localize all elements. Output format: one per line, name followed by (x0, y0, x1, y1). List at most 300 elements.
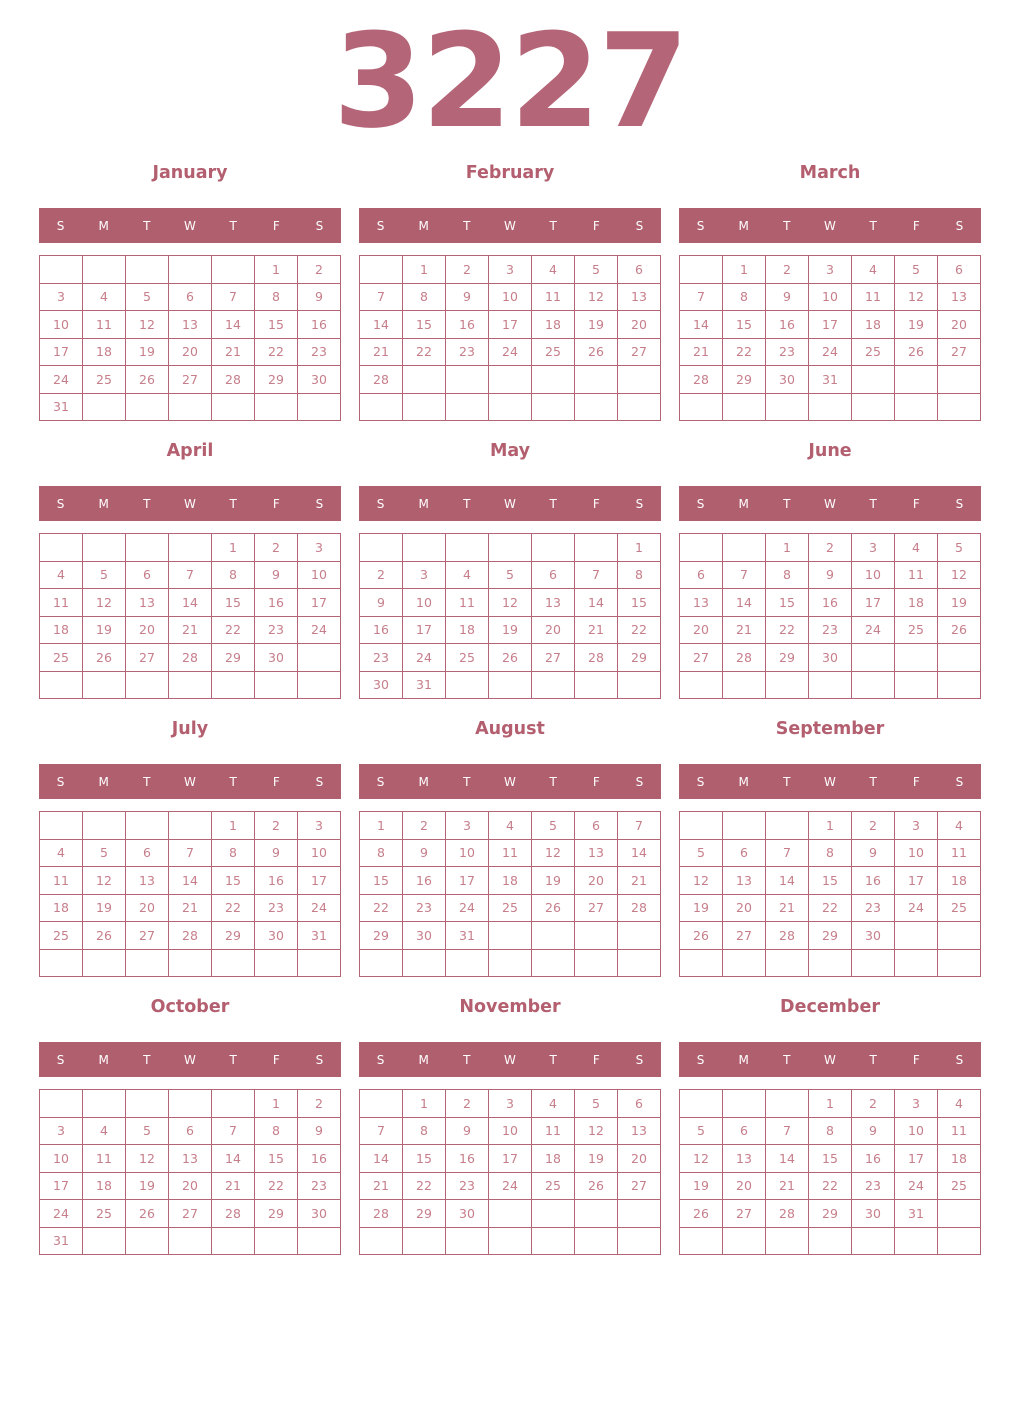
day-cell: 21 (766, 894, 809, 922)
day-cell: 30 (766, 366, 809, 394)
day-cell: 6 (723, 839, 766, 867)
day-cell: 30 (852, 922, 895, 950)
day-cell: 17 (489, 1145, 532, 1173)
weekday-label: W (824, 218, 836, 233)
empty-day-cell (489, 534, 532, 562)
empty-day-cell (938, 1227, 981, 1255)
day-cell: 7 (212, 1117, 255, 1145)
empty-day-cell (40, 1090, 83, 1118)
week-row (360, 922, 661, 950)
weekday-label: M (418, 1052, 429, 1067)
day-cell: 15 (809, 1145, 852, 1173)
empty-day-cell (852, 393, 895, 421)
empty-day-cell (403, 1227, 446, 1255)
weekday-label: W (504, 218, 516, 233)
day-cell: 30 (446, 1200, 489, 1228)
day-cell: 4 (40, 561, 83, 589)
day-cell: 22 (766, 616, 809, 644)
day-cell: 30 (403, 922, 446, 950)
day-cell: 3 (298, 812, 341, 840)
day-cell: 30 (255, 922, 298, 950)
day-cell: 28 (360, 366, 403, 394)
weekday-label: F (272, 218, 280, 233)
weekday-label: S (315, 218, 324, 233)
empty-day-cell (169, 256, 212, 284)
weekday-label: W (504, 774, 516, 789)
weekday-label: F (592, 496, 600, 511)
month-grid (39, 255, 341, 421)
weekday-label: W (824, 1052, 836, 1067)
empty-day-cell (680, 671, 723, 699)
weekday-label: T (463, 1052, 471, 1067)
day-cell: 29 (809, 1200, 852, 1228)
day-cell: 25 (40, 922, 83, 950)
empty-day-cell (938, 922, 981, 950)
day-cell: 6 (532, 561, 575, 589)
weekday-label: T (783, 774, 791, 789)
day-cell: 7 (680, 283, 723, 311)
weekday-label: T (869, 774, 877, 789)
month-block (39, 435, 341, 713)
week-row (360, 256, 661, 284)
day-cell: 21 (212, 1172, 255, 1200)
weekday-label: M (738, 496, 749, 511)
day-cell: 7 (723, 561, 766, 589)
day-cell: 27 (618, 338, 661, 366)
day-cell: 23 (766, 338, 809, 366)
empty-day-cell (360, 256, 403, 284)
day-cell: 7 (766, 1117, 809, 1145)
month-grid-body (360, 256, 661, 421)
day-cell: 12 (83, 589, 126, 617)
month-grid (359, 1089, 661, 1255)
day-cell: 4 (938, 812, 981, 840)
day-cell: 17 (40, 338, 83, 366)
day-cell: 23 (446, 338, 489, 366)
month-grid (359, 533, 661, 699)
week-row (40, 283, 341, 311)
empty-day-cell (126, 534, 169, 562)
weekday-label: F (912, 1052, 920, 1067)
day-cell: 15 (809, 867, 852, 895)
day-cell: 20 (723, 894, 766, 922)
day-cell: 21 (360, 1172, 403, 1200)
day-cell: 27 (618, 1172, 661, 1200)
empty-day-cell (938, 644, 981, 672)
day-cell: 9 (446, 1117, 489, 1145)
week-row (40, 393, 341, 421)
day-cell: 4 (40, 839, 83, 867)
day-cell: 26 (489, 644, 532, 672)
day-cell: 11 (532, 283, 575, 311)
empty-day-cell (298, 1227, 341, 1255)
day-cell: 3 (895, 812, 938, 840)
day-cell: 14 (618, 839, 661, 867)
weekday-label: S (376, 1052, 385, 1067)
weekday-header-row (39, 1042, 341, 1077)
month-grid-body (360, 812, 661, 977)
empty-day-cell (809, 1227, 852, 1255)
week-row (40, 366, 341, 394)
weekday-label: T (869, 1052, 877, 1067)
day-cell: 3 (852, 534, 895, 562)
day-cell: 7 (766, 839, 809, 867)
day-cell: 11 (852, 283, 895, 311)
weekday-label: S (56, 496, 65, 511)
empty-day-cell (360, 1090, 403, 1118)
day-cell: 9 (852, 1117, 895, 1145)
day-cell: 6 (680, 561, 723, 589)
empty-day-cell (895, 671, 938, 699)
day-cell: 19 (83, 894, 126, 922)
day-cell: 24 (809, 338, 852, 366)
day-cell: 10 (809, 283, 852, 311)
week-row (360, 671, 661, 699)
day-cell: 14 (680, 311, 723, 339)
day-cell: 20 (618, 1145, 661, 1173)
month-title: June (808, 441, 852, 461)
empty-day-cell (446, 534, 489, 562)
month-block (359, 991, 661, 1269)
day-cell: 3 (298, 534, 341, 562)
empty-day-cell (618, 393, 661, 421)
month-grid (359, 811, 661, 977)
day-cell: 3 (489, 1090, 532, 1118)
weekday-label: F (912, 218, 920, 233)
empty-day-cell (403, 393, 446, 421)
day-cell: 5 (680, 1117, 723, 1145)
day-cell: 17 (895, 867, 938, 895)
weekday-header-row (359, 486, 661, 521)
weekday-label: S (56, 218, 65, 233)
year-title: 3227 (333, 5, 687, 157)
week-row (360, 1200, 661, 1228)
empty-day-cell (723, 949, 766, 977)
day-cell: 30 (255, 644, 298, 672)
day-cell: 22 (618, 616, 661, 644)
day-cell: 4 (895, 534, 938, 562)
day-cell: 10 (403, 589, 446, 617)
weekday-label: T (229, 496, 237, 511)
day-cell: 30 (360, 671, 403, 699)
day-cell: 1 (766, 534, 809, 562)
day-cell: 18 (446, 616, 489, 644)
month-block (679, 157, 981, 435)
day-cell: 22 (255, 338, 298, 366)
empty-day-cell (723, 812, 766, 840)
day-cell: 13 (723, 1145, 766, 1173)
day-cell: 2 (255, 812, 298, 840)
day-cell: 16 (766, 311, 809, 339)
weekday-label: S (315, 496, 324, 511)
day-cell: 1 (618, 534, 661, 562)
day-cell: 17 (40, 1172, 83, 1200)
month-grid (679, 1089, 981, 1255)
day-cell: 9 (255, 561, 298, 589)
empty-day-cell (40, 949, 83, 977)
day-cell: 20 (169, 338, 212, 366)
day-cell: 23 (298, 338, 341, 366)
week-row (680, 644, 981, 672)
day-cell: 18 (938, 867, 981, 895)
weekday-label: S (635, 218, 644, 233)
day-cell: 28 (618, 894, 661, 922)
day-cell: 1 (809, 812, 852, 840)
weekday-label: F (272, 496, 280, 511)
week-row (360, 393, 661, 421)
empty-day-cell (895, 366, 938, 394)
weekday-label: F (272, 1052, 280, 1067)
day-cell: 13 (938, 283, 981, 311)
empty-day-cell (126, 256, 169, 284)
empty-day-cell (489, 393, 532, 421)
day-cell: 6 (169, 1117, 212, 1145)
day-cell: 23 (852, 1172, 895, 1200)
empty-day-cell (809, 393, 852, 421)
day-cell: 26 (575, 338, 618, 366)
month-block (359, 157, 661, 435)
week-row (40, 1117, 341, 1145)
weekday-label: S (376, 496, 385, 511)
week-row (360, 534, 661, 562)
weekday-label: W (504, 1052, 516, 1067)
empty-day-cell (575, 534, 618, 562)
empty-day-cell (83, 393, 126, 421)
week-row (40, 839, 341, 867)
empty-day-cell (680, 1227, 723, 1255)
day-cell: 21 (169, 616, 212, 644)
day-cell: 8 (212, 839, 255, 867)
week-row (680, 589, 981, 617)
day-cell: 9 (298, 1117, 341, 1145)
day-cell: 18 (40, 894, 83, 922)
day-cell: 30 (809, 644, 852, 672)
day-cell: 15 (255, 311, 298, 339)
day-cell: 9 (403, 839, 446, 867)
day-cell: 10 (895, 839, 938, 867)
day-cell: 24 (852, 616, 895, 644)
week-row (680, 949, 981, 977)
day-cell: 3 (403, 561, 446, 589)
empty-day-cell (618, 1227, 661, 1255)
empty-day-cell (298, 949, 341, 977)
day-cell: 2 (766, 256, 809, 284)
day-cell: 24 (895, 894, 938, 922)
week-row (40, 561, 341, 589)
empty-day-cell (766, 1227, 809, 1255)
empty-day-cell (126, 671, 169, 699)
day-cell: 28 (723, 644, 766, 672)
day-cell: 13 (532, 589, 575, 617)
day-cell: 28 (680, 366, 723, 394)
day-cell: 27 (169, 1200, 212, 1228)
empty-day-cell (169, 534, 212, 562)
day-cell: 3 (489, 256, 532, 284)
day-cell: 22 (809, 894, 852, 922)
day-cell: 11 (40, 867, 83, 895)
day-cell: 29 (403, 1200, 446, 1228)
day-cell: 19 (126, 338, 169, 366)
month-grid-body (680, 534, 981, 699)
day-cell: 29 (766, 644, 809, 672)
empty-day-cell (40, 812, 83, 840)
day-cell: 12 (489, 589, 532, 617)
day-cell: 22 (360, 894, 403, 922)
day-cell: 18 (852, 311, 895, 339)
weekday-header-row (679, 1042, 981, 1077)
weekday-label: T (549, 1052, 557, 1067)
months-grid (0, 157, 1020, 1269)
week-row (680, 561, 981, 589)
day-cell: 22 (723, 338, 766, 366)
weekday-label: T (463, 496, 471, 511)
day-cell: 14 (212, 311, 255, 339)
empty-day-cell (83, 256, 126, 284)
week-row (360, 867, 661, 895)
empty-day-cell (489, 1227, 532, 1255)
day-cell: 26 (126, 1200, 169, 1228)
day-cell: 1 (809, 1090, 852, 1118)
empty-day-cell (212, 1090, 255, 1118)
week-row (680, 1172, 981, 1200)
week-row (360, 812, 661, 840)
week-row (360, 894, 661, 922)
week-row (360, 561, 661, 589)
day-cell: 29 (809, 922, 852, 950)
day-cell: 16 (298, 311, 341, 339)
day-cell: 23 (360, 644, 403, 672)
weekday-label: S (635, 1052, 644, 1067)
day-cell: 12 (83, 867, 126, 895)
empty-day-cell (212, 949, 255, 977)
day-cell: 27 (126, 644, 169, 672)
empty-day-cell (40, 534, 83, 562)
empty-day-cell (126, 1090, 169, 1118)
month-title: September (775, 719, 885, 739)
empty-day-cell (446, 1227, 489, 1255)
empty-day-cell (83, 534, 126, 562)
day-cell: 9 (446, 283, 489, 311)
day-cell: 8 (403, 1117, 446, 1145)
empty-day-cell (618, 1200, 661, 1228)
day-cell: 29 (618, 644, 661, 672)
empty-day-cell (212, 393, 255, 421)
weekday-label: W (184, 1052, 196, 1067)
empty-day-cell (766, 393, 809, 421)
day-cell: 19 (126, 1172, 169, 1200)
week-row (680, 1090, 981, 1118)
day-cell: 13 (575, 839, 618, 867)
week-row (680, 671, 981, 699)
day-cell: 5 (895, 256, 938, 284)
empty-day-cell (489, 671, 532, 699)
day-cell: 24 (446, 894, 489, 922)
day-cell: 13 (618, 283, 661, 311)
empty-day-cell (680, 534, 723, 562)
day-cell: 30 (852, 1200, 895, 1228)
day-cell: 10 (895, 1117, 938, 1145)
month-block (39, 713, 341, 991)
empty-day-cell (489, 1200, 532, 1228)
month-grid-body (680, 1090, 981, 1255)
day-cell: 27 (169, 366, 212, 394)
empty-day-cell (723, 1227, 766, 1255)
day-cell: 7 (212, 283, 255, 311)
day-cell: 19 (489, 616, 532, 644)
empty-day-cell (212, 1227, 255, 1255)
weekday-header-row (39, 486, 341, 521)
weekday-label: T (869, 218, 877, 233)
day-cell: 31 (403, 671, 446, 699)
day-cell: 13 (723, 867, 766, 895)
day-cell: 16 (446, 311, 489, 339)
empty-day-cell (489, 366, 532, 394)
weekday-label: S (696, 496, 705, 511)
day-cell: 10 (40, 1145, 83, 1173)
weekday-label: M (418, 774, 429, 789)
day-cell: 2 (255, 534, 298, 562)
day-cell: 1 (255, 1090, 298, 1118)
empty-day-cell (895, 922, 938, 950)
weekday-label: S (376, 774, 385, 789)
day-cell: 14 (212, 1145, 255, 1173)
day-cell: 19 (895, 311, 938, 339)
empty-day-cell (618, 949, 661, 977)
day-cell: 29 (360, 922, 403, 950)
empty-day-cell (680, 812, 723, 840)
day-cell: 4 (532, 1090, 575, 1118)
week-row (680, 616, 981, 644)
month-block (39, 157, 341, 435)
day-cell: 9 (255, 839, 298, 867)
empty-day-cell (298, 393, 341, 421)
week-row (680, 393, 981, 421)
day-cell: 12 (575, 1117, 618, 1145)
day-cell: 8 (255, 283, 298, 311)
week-row (680, 256, 981, 284)
weekday-label: S (696, 774, 705, 789)
empty-day-cell (895, 644, 938, 672)
day-cell: 10 (852, 561, 895, 589)
day-cell: 9 (766, 283, 809, 311)
weekday-label: W (504, 496, 516, 511)
empty-day-cell (852, 949, 895, 977)
day-cell: 17 (809, 311, 852, 339)
empty-day-cell (618, 671, 661, 699)
day-cell: 18 (489, 867, 532, 895)
empty-day-cell (298, 644, 341, 672)
weekday-header-row (39, 208, 341, 243)
weekday-label: T (549, 496, 557, 511)
empty-day-cell (298, 671, 341, 699)
empty-day-cell (532, 393, 575, 421)
week-row (40, 812, 341, 840)
day-cell: 20 (680, 616, 723, 644)
day-cell: 3 (40, 1117, 83, 1145)
day-cell: 4 (852, 256, 895, 284)
empty-day-cell (489, 949, 532, 977)
empty-day-cell (895, 1227, 938, 1255)
week-row (360, 311, 661, 339)
day-cell: 25 (83, 1200, 126, 1228)
day-cell: 19 (680, 894, 723, 922)
day-cell: 25 (446, 644, 489, 672)
empty-day-cell (169, 949, 212, 977)
day-cell: 26 (575, 1172, 618, 1200)
week-row (40, 949, 341, 977)
month-title: March (799, 163, 861, 183)
week-row (680, 867, 981, 895)
